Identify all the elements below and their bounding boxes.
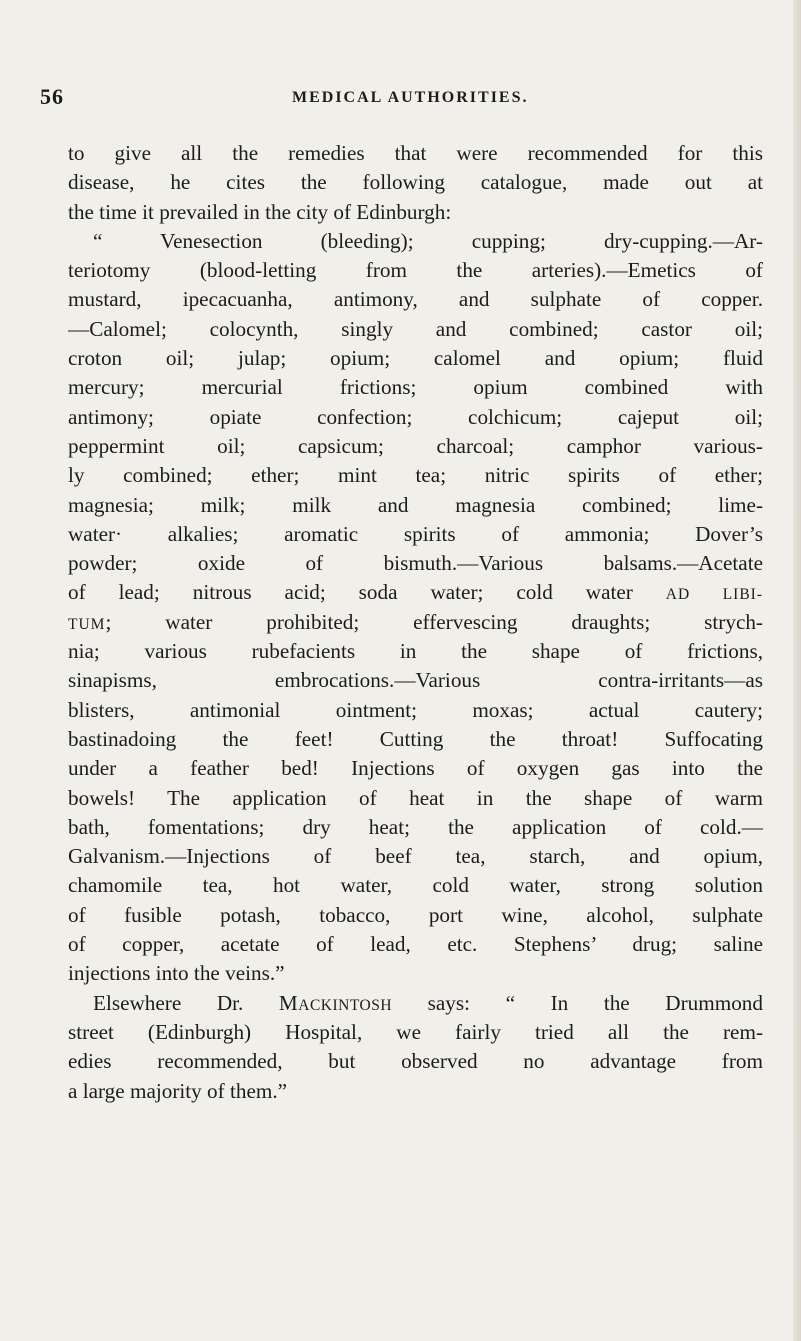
text-line: Galvanism.—Injections of beef tea, starch, and opium, (68, 844, 763, 869)
text-line: of copper, acetate of lead, etc. Stephens’ drug; saline (68, 932, 763, 957)
text-line: street (Edinburgh) Hospital, we fairly tried all the rem- (68, 1019, 763, 1044)
text-line: bastinadoing the feet! Cutting the throat! Suffocating (68, 726, 763, 751)
text-line: croton oil; julap; opium; calomel and opium; fluid (68, 346, 763, 371)
text-segment: Elsewhere Dr. (93, 990, 244, 1015)
text-line: to give all the remedies that were recommended for this (68, 141, 763, 165)
text-segment: of lead; nitrous acid; soda water; cold water (68, 580, 633, 605)
text-line: a large majority of them.” (68, 1078, 288, 1103)
text-line: peppermint oil; capsicum; charcoal; camphor various- (68, 433, 763, 458)
text-line: powder; oxide of bismuth.—Various balsams.—Acetate (68, 551, 763, 576)
running-head: MEDICAL AUTHORITIES. (292, 89, 529, 106)
text-line: magnesia; milk; milk and magnesia combined; lime- (68, 492, 763, 517)
body-text (68, 139, 763, 1106)
text-line: mercury; mercurial frictions; opium combined with (68, 375, 763, 400)
text-line: antimony; opiate confection; colchicum; cajeput oil; (68, 404, 763, 429)
author-name (279, 991, 392, 1015)
small-caps-term: TUM (68, 615, 106, 633)
author-name-initial: M (278, 990, 299, 1015)
text-line: “ Venesection (bleeding); cupping; dry-cupping.—Ar- (93, 228, 763, 253)
text-line: water· alkalies; aromatic spirits of ammonia; Dover’s (68, 521, 763, 546)
text-line: under a feather bed! Injections of oxygen gas into the (68, 756, 763, 781)
page-number: 56 (40, 84, 64, 109)
text-line: the time it prevailed in the city of Edinburgh: (68, 199, 452, 224)
text-line: nia; various rubefacients in the shape of frictions, (68, 639, 763, 664)
text-line (68, 608, 763, 637)
text-line: bowels! The application of heat in the shape of warm (68, 785, 763, 810)
text-line: bath, fomentations; dry heat; the application of cold.— (68, 814, 763, 839)
text-line (68, 578, 763, 607)
author-name-text (279, 991, 392, 1015)
text-line: teriotomy (blood-letting from the arteries).—Emetics of (68, 258, 763, 283)
text-line: chamomile tea, hot water, cold water, strong solution (68, 873, 763, 898)
text-line: injections into the veins.” (68, 961, 285, 986)
small-caps-term: AD LIBI- (665, 586, 763, 604)
text-line: ly combined; ether; mint tea; nitric spirits of ether; (68, 463, 763, 488)
text-line: blisters, antimonial ointment; moxas; actual cautery; (68, 697, 763, 722)
text-line: disease, he cites the following catalogue, made out at (68, 170, 763, 195)
text-segment: says: “ In the Drummond (427, 990, 763, 1015)
page-edge (793, 0, 801, 1341)
text-line: sinapisms, embrocations.—Various contra-irritants—as (68, 668, 763, 693)
text-segment: ; water prohibited; effervescing draughts; strych- (105, 609, 763, 634)
text-line: edies recommended, but observed no advantage from (68, 1049, 763, 1074)
text-line: of fusible potash, tobacco, port wine, alcohol, sulphate (68, 902, 763, 927)
text-line (68, 989, 763, 1018)
text-line: mustard, ipecacuanha, antimony, and sulphate of copper. (68, 287, 763, 312)
text-line: —Calomel; colocynth, singly and combined; castor oil; (68, 316, 763, 341)
author-name-rest: ACKINTOSH (298, 996, 393, 1014)
